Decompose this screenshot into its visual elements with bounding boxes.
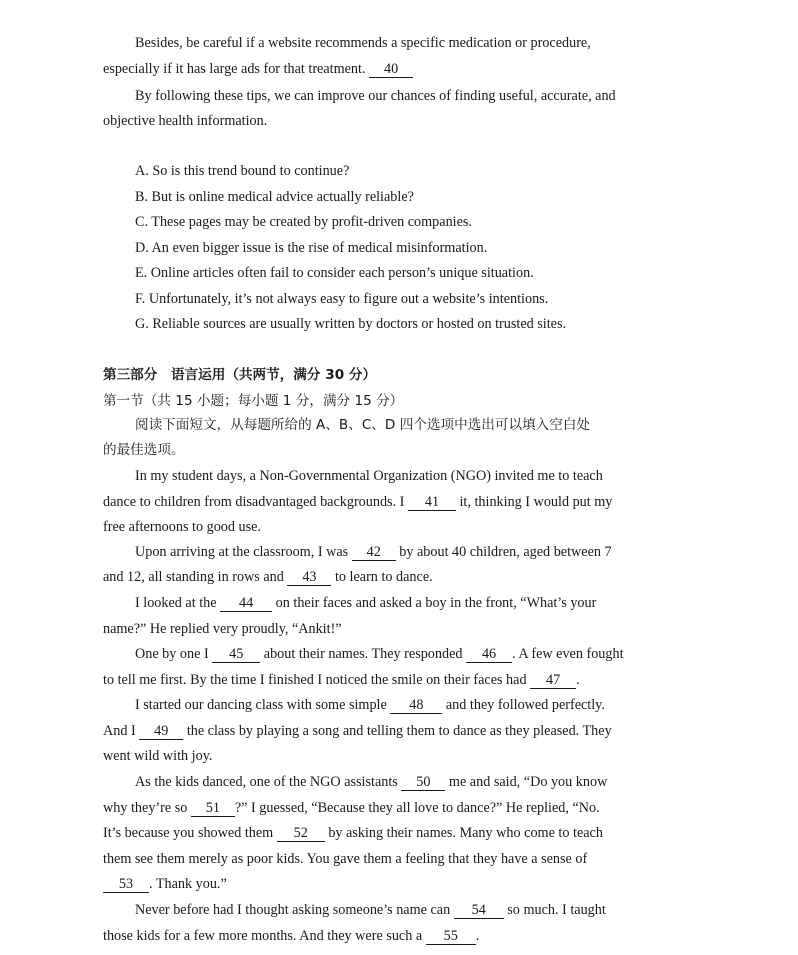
answer-blank: 42 [352, 545, 396, 561]
cloze-line: 53 . Thank you.” [103, 875, 227, 893]
option-a: A. So is this trend bound to continue? [135, 163, 350, 179]
cloze-line: free afternoons to good use. [103, 519, 261, 535]
cloze-line: name?” He replied very proudly, “Ankit!” [103, 621, 342, 637]
answer-blank: 53 [103, 877, 149, 893]
cloze-line: those kids for a few more months. And they were such a 55 . [103, 928, 480, 944]
instruction-line: 阅读下面短文，从每题所给的 A、B、C、D 四个选项中选出可以填入空白处 [135, 417, 591, 433]
cloze-line: In my student days, a Non-Governmental Organization (NGO) invited me to teach [135, 468, 603, 484]
cloze-line: Upon arriving at the classroom, I was 42 by about 40 children, aged between 7 [135, 544, 612, 560]
instruction-line: 的最佳选项。 [103, 442, 185, 458]
option-c: C. These pages may be created by profit-driven companies. [135, 214, 472, 230]
answer-blank: 49 [139, 724, 183, 740]
answer-blank: 46 [466, 647, 512, 663]
cloze-line: It’s because you showed them 52 by asking their names. Many who come to teach [103, 825, 603, 841]
option-d: D. An even bigger issue is the rise of medical misinformation. [135, 240, 488, 256]
option-f: F. Unfortunately, it’s not always easy to figure out a website’s intentions. [135, 291, 549, 307]
answer-blank: 44 [220, 596, 272, 612]
answer-blank: 48 [390, 698, 442, 714]
passage-line: By following these tips, we can improve our chances of finding useful, accurate, and [135, 88, 616, 104]
cloze-line: I started our dancing class with some simple 48 and they followed perfectly. [135, 697, 605, 713]
cloze-line: As the kids danced, one of the NGO assistants 50 me and said, “Do you know [135, 774, 608, 790]
answer-blank: 47 [530, 673, 576, 689]
answer-blank: 45 [212, 647, 260, 663]
cloze-line: why they’re so 51 ?” I guessed, “Because they all love to dance?” He replied, “No. [103, 800, 600, 816]
passage-line: Besides, be careful if a website recommends a specific medication or procedure, [135, 35, 591, 51]
cloze-line: And I 49 the class by playing a song and telling them to dance as they pleased. They [103, 723, 612, 739]
cloze-line: One by one I 45 about their names. They responded 46 . A few even fought [135, 646, 624, 662]
passage-line: especially if it has large ads for that treatment. 40 [103, 60, 413, 78]
answer-blank: 40 [369, 62, 413, 78]
option-g: G. Reliable sources are usually written by doctors or hosted on trusted sites. [135, 316, 567, 332]
cloze-line: Never before had I thought asking someone’s name can 54 so much. I taught [135, 902, 606, 918]
cloze-line: and 12, all standing in rows and 43 to learn to dance. [103, 569, 433, 585]
answer-blank: 43 [287, 570, 331, 586]
cloze-line: went wild with joy. [103, 748, 213, 764]
option-e: E. Online articles often fail to consider each person’s unique situation. [135, 265, 534, 281]
passage-line: objective health information. [103, 113, 268, 129]
answer-blank: 55 [426, 929, 476, 945]
answer-blank: 41 [408, 495, 456, 511]
option-b: B. But is online medical advice actually reliable? [135, 189, 414, 205]
answer-blank: 54 [454, 903, 504, 919]
cloze-line: I looked at the 44 on their faces and asked a boy in the front, “What’s your [135, 595, 597, 611]
section-heading: 第三部分 语言运用（共两节，满分 30 分） [103, 367, 377, 383]
answer-blank: 50 [401, 775, 445, 791]
answer-blank: 52 [277, 826, 325, 842]
cloze-line: dance to children from disadvantaged backgrounds. I 41 it, thinking I would put my [103, 494, 613, 510]
cloze-line: to tell me first. By the time I finished I noticed the smile on their faces had 47 . [103, 672, 580, 688]
section-subheading: 第一节（共 15 小题；每小题 1 分，满分 15 分） [103, 393, 404, 409]
answer-blank: 51 [191, 801, 235, 817]
cloze-line: them see them merely as poor kids. You gave them a feeling that they have a sense of [103, 851, 588, 867]
